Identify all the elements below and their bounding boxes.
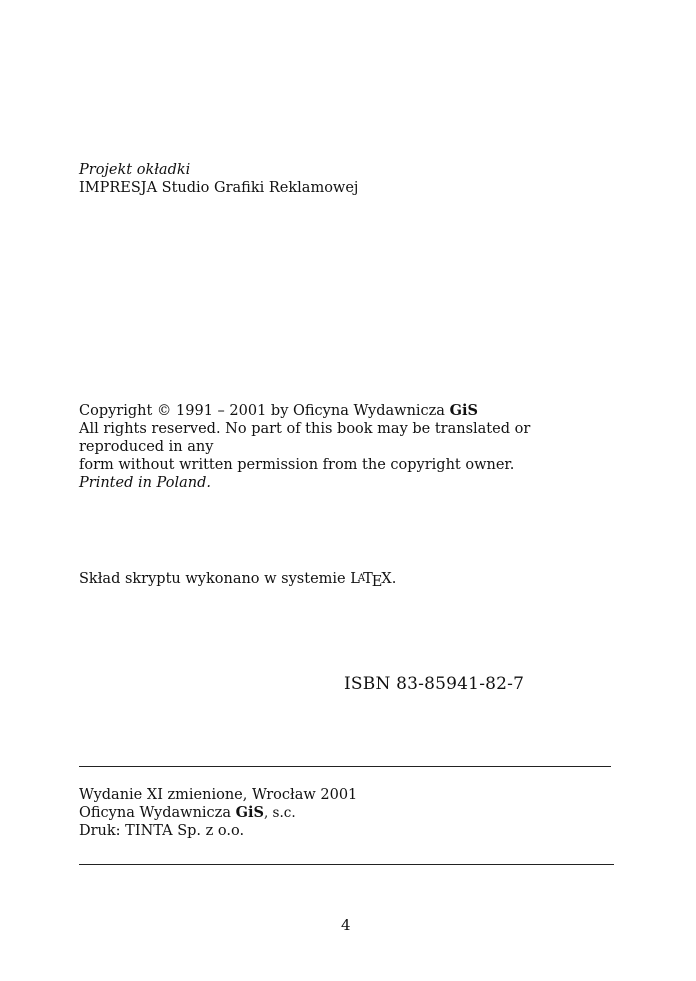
copyright-prefix: Copyright © 1991 – 2001 by Oficyna Wydawnicza — [79, 403, 445, 419]
edition-info — [79, 786, 357, 840]
publisher-suffix: , s.c. — [263, 805, 296, 821]
publisher-line — [79, 804, 357, 822]
cover-label: Projekt okładki — [79, 162, 191, 178]
copyright-notice — [79, 402, 619, 474]
latex-logo — [350, 571, 392, 590]
top-divider — [79, 766, 611, 767]
page-number: 4 — [341, 916, 351, 934]
publisher-short-name: GiS — [449, 402, 478, 419]
rights-line-1: All rights reserved. No part of this book may be translated or reproduced in any — [79, 421, 531, 455]
bottom-divider — [79, 864, 614, 865]
cover-designer: IMPRESJA Studio Grafiki Reklamowej — [79, 180, 359, 196]
publisher-prefix: Oficyna Wydawnicza — [79, 805, 231, 821]
typesetting-text: Skład skryptu wykonano w systemie — [79, 571, 346, 587]
latex-e: E — [371, 574, 383, 590]
printed-in-poland: Printed in Poland. — [79, 475, 211, 491]
edition-line: Wydanie XI zmienione, Wrocław 2001 — [79, 787, 358, 803]
isbn-number: ISBN 83-85941-82-7 — [344, 674, 525, 694]
publisher-short-name-bottom: GiS — [235, 804, 264, 821]
typesetting-note — [79, 570, 396, 588]
latex-x: X — [381, 571, 392, 587]
copyright-line — [79, 402, 619, 420]
latex-t: T — [363, 571, 373, 587]
cover-credit — [79, 161, 358, 197]
printer-line: Druk: TINTA Sp. z o.o. — [79, 823, 245, 839]
latex-a: A — [357, 573, 366, 584]
rights-line-2: form without written permission from the copyright owner. — [79, 457, 515, 473]
typesetting-period: . — [391, 571, 397, 587]
latex-l: L — [350, 571, 360, 587]
